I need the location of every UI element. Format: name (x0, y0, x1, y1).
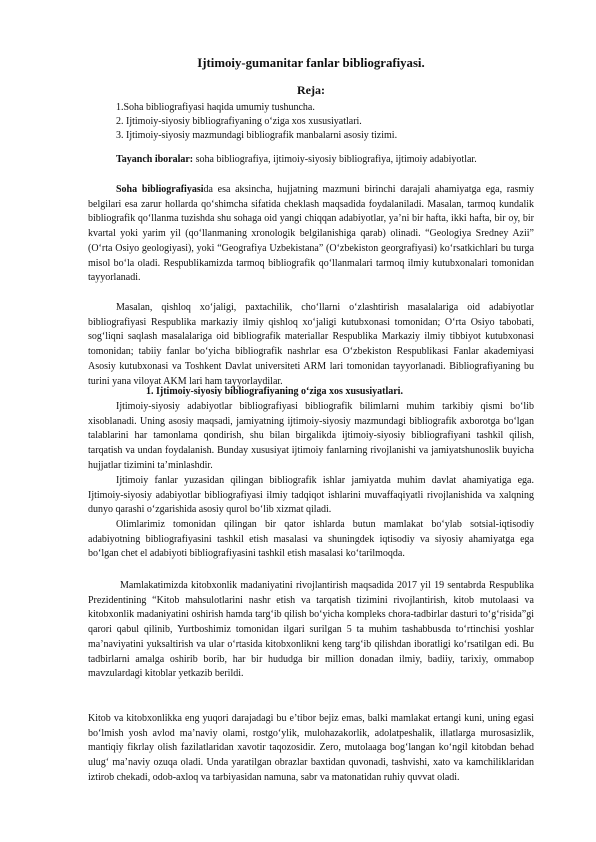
plan-heading: Reja: (297, 83, 325, 97)
paragraph-1-lead: Soha bibliografiyasi (116, 184, 204, 195)
plan-item: 3. Ijtimoiy-siyosiy mazmundagi bibliografik manbalarni asosiy tizimi. (116, 130, 398, 141)
paragraph-2: Masalan, qishloq xo‘jaligi, paxtachilik, cho‘llarni o‘zlashtirish masalalariga oid adabiyotlar bibliografiyasi Respublika markaziy ilmiy qishloq xo‘jaligi kutubxonasi tomonidan; O‘rta Osiyo tabobati, sog‘liqni saqlash masalalariga oid bibliografik materiallar Respublika Markaziy ilmiy tibbiyot kutubxonasi tomonidan; tabiiy fanlar bo‘yicha bibliografik nashrlar esa O‘zbekiston Respublikasi Fanlar akademiyasi Asosiy kutubxonasi va Toshkent Davlat universiteti ARM lari tomonidan tayyorlanadi. Bibliografiyaning bu turini yana viloyat AKM lari ham tayyorlaydilar. (88, 302, 534, 387)
paragraph-4: Ijtimoiy fanlar yuzasidan qilingan bibliografik ishlar jamiyatda muhim davlat ahamiyatiga ega. Ijtimoiy-siyosiy adabiyotlar bibliografiyasi ilmiy tadqiqot ishlarini muvaffaqiyatli rivojlanishida va xalqning dunyo qarashi o‘zgarishida asosiy qurol bo‘lib xizmat qiladi. (88, 475, 534, 516)
document-title: Ijtimoiy-gumanitar fanlar bibliografiyasi. (197, 56, 425, 70)
keywords-paragraph (88, 153, 534, 168)
keywords-text: soha bibliografiya, ijtimoiy-siyosiy bibliografiya, ijtimoiy adabiyotlar. (193, 154, 477, 165)
paragraph-1 (88, 183, 534, 286)
paragraph-1-text: da esa aksincha, hujjatning mazmuni birinchi darajali ahamiyatga ega, rasmiy belgilari esa zarur hollarda qo‘shimcha sifatida cheklash maqsadida foydalaniladi. Masalan, tarmoq kundalik bibliografik qo‘llanma tuzishda shu sohaga oid yangi chiqqan adabiyotlar, ya’ni bir hafta, ikki hafta, bir oy, bir kvartal yoki yarim yil (qo‘llanmaning xronologik belgilanishiga qarab) olinadi. “Geologiya Sredney Azii” (O‘rta Osiyo geologiyasi), yoki “Geografiya Uzbekistana” (O‘zbekiston georgrafiyasi) ko‘rsatkichlari bu turga misol bo‘la oladi. Respublikamizda tarmoq bibliografik qo‘llanmalari tarmoq ilmiy kutubxonalari tomonidan tayyorlanadi. (88, 184, 534, 284)
paragraph-3: Ijtimoiy-siyosiy adabiyotlar bibliografiyasi bibliografik bilimlarni muhim tarkibiy qismi bo‘lib xisoblanadi. Uning asosiy maqsadi, jamiyatning ijtimoiy-siyosiy mazmundagi bibliografik axborotga bo‘lgan talablarini har tamonlama qondirish, shu bilan birgalikda ijtimoiy-siyosiy bibliografiyani tashkil qilish, tarqatish va undan foydalanish. Bunday xususiyat ijtimoiy fanlarning rivojlanishi va jamiyatshunoslik buyicha hujjatlar tizimini ta’minlashdir. (88, 401, 534, 471)
keywords-label: Tayanch iboralar: (116, 154, 194, 165)
plan-item: 1.Soha bibliografiyasi haqida umumiy tushuncha. (116, 102, 315, 113)
plan-item: 2. Ijtimoiy-siyosiy bibliografiyaning o‘ziga xos xususiyatlari. (116, 116, 362, 127)
paragraph-6: Mamlakatimizda kitobxonlik madaniyatini rivojlantirish maqsadida 2017 yil 19 sentabrda Respublika Prezidentining “Kitob mahsulotlarini nashr etish va tarqatish tizimini rivojlantirish, kitob mutolaasi va kitobxonlik madaniyatini oshirish hamda targ‘ib qilish bo‘yicha kompleks chora-tadbirlar dasturi to‘g‘risida”gi qarori qabul qilinib, Yurtboshimiz tomonidan ilgari surilgan 5 ta muhim tashabbusda to‘rtinchisi yoshlar ma’naviyatini yuksaltirish va ular o‘rtasida kitobxonlikni keng targ‘ib qilishdan iboratligi ko‘rsatilgan edi. Bu tadbirlarni amalga oshirib borib, har bir hududga bir million donadan ilmiy, badiiy, tarixiy, ommabop mavzulardagi kitoblar yetkazib berildi. (88, 580, 534, 680)
section-heading: 1. Ijtimoiy-siyosiy bibliografiyaning o‘ziga xos xususiyatlari. (146, 386, 403, 397)
paragraph-7: Kitob va kitobxonlikka eng yuqori darajadagi bu e’tibor bejiz emas, balki mamlakat ertangi kuni, uning egasi bo‘lmish yosh avlod ma’naviy olami, rostgo‘ylik, mulohazakorlik, adolatpeshalik, illatlarga murosasizlik, mantiqiy fikrlay olish fazilatlaridan xavotir taqozosidir. Zero, mutolaaga bog‘langan ko‘ngil kitobdan behad ulug‘ ma’naviy ozuqa oladi. Unda yaratilgan obrazlar baxtidan quvonadi, tashvishi, xato va kamchiliklaridan iztirob chekadi, odob-axloq va tarbiyasidan namuna, sabr va matonatidan ruhiy quvvat oladi. (88, 713, 534, 783)
paragraph-5: Olimlarimiz tomonidan qilingan bir qator ishlarda butun mamlakat bo‘ylab sotsial-iqtisodiy adabiyotning bibliografiyasini tashkil etish masalasi va shuningdek iqtisodiy va siyosiy ahamiyatga ega bo‘lgan chet el adabiyoti bibliografiyasini tashkil etish masalasi ko‘tarilmoqda. (88, 519, 534, 560)
plan-list (116, 101, 397, 143)
